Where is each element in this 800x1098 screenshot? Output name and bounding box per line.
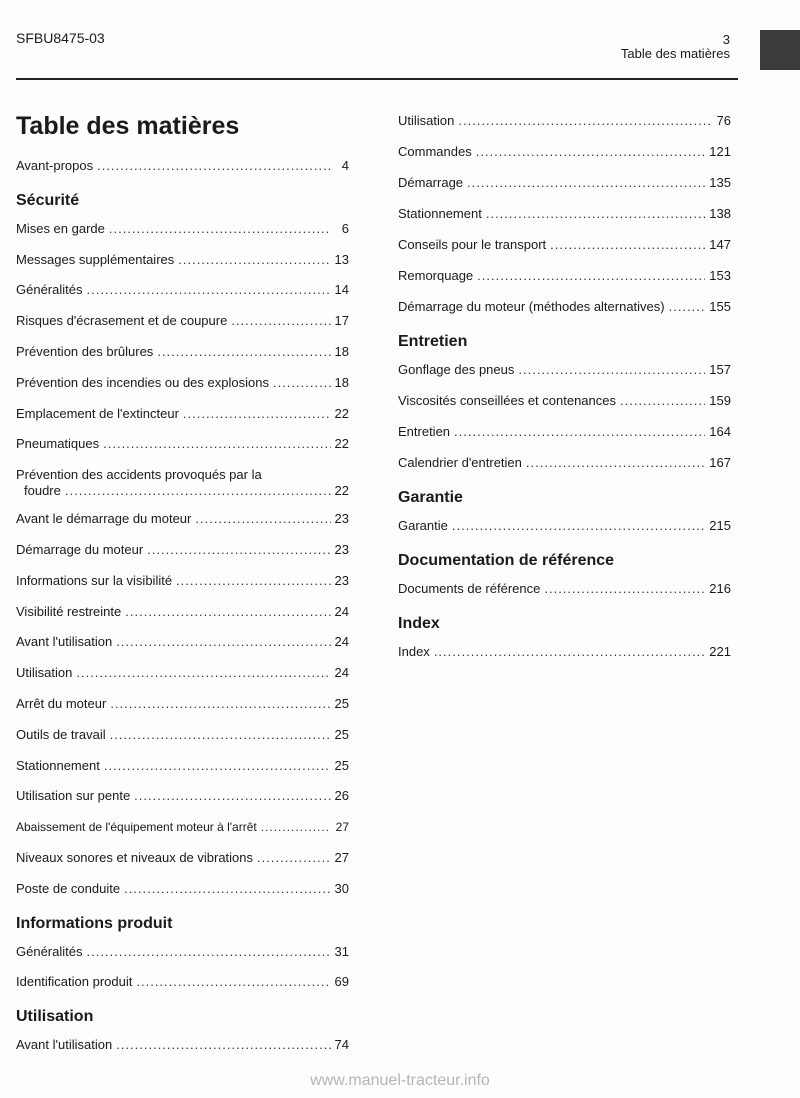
toc-page-number: 26	[334, 788, 349, 804]
dot-leader	[526, 455, 705, 471]
toc-page-number: 4	[341, 158, 349, 173]
toc-entry[interactable]	[16, 696, 349, 727]
dot-leader	[669, 299, 706, 315]
dot-leader	[136, 974, 330, 990]
toc-section-heading: Documentation de référence	[398, 552, 615, 569]
toc-entry-label: Démarrage	[398, 175, 464, 190]
dot-leader	[104, 758, 331, 774]
toc-entry[interactable]	[16, 819, 349, 850]
toc-entry-label: Index	[398, 644, 430, 659]
toc-page-number: 76	[716, 113, 731, 128]
toc-entry-label: Stationnement	[398, 206, 482, 221]
toc-section-heading: Sécurité	[16, 191, 80, 209]
toc-page-number: 25	[334, 726, 349, 742]
dot-leader	[178, 252, 330, 268]
dot-leader	[176, 573, 330, 589]
toc-entry-label: Avant le démarrage du moteur	[16, 511, 192, 527]
toc-entry-label: Utilisation	[398, 113, 455, 128]
toc-entry-label: Stationnement	[16, 757, 100, 773]
toc-entry-label: Avant l'utilisation	[16, 634, 113, 650]
dot-leader	[620, 393, 705, 409]
toc-entry[interactable]	[16, 375, 349, 406]
toc-page-number: 31	[334, 943, 349, 959]
toc-entry-label: Généralités	[16, 943, 83, 959]
toc-page-number: 135	[709, 175, 731, 190]
toc-entry[interactable]	[16, 665, 349, 696]
toc-entry[interactable]	[16, 944, 349, 975]
toc-entry[interactable]	[398, 268, 731, 299]
toc-entry-label: Abaissement de l'équipement moteur à l'arrêt	[16, 820, 257, 835]
dot-leader	[452, 518, 705, 534]
toc-entry[interactable]	[398, 206, 731, 237]
toc-section-heading: Garantie	[398, 489, 463, 506]
dot-leader	[550, 237, 705, 253]
toc-entry-label: Arrêt du moteur	[16, 695, 107, 711]
toc-entry[interactable]	[16, 406, 349, 437]
toc-page-number: 221	[709, 644, 731, 659]
toc-entry-label: Visibilité restreinte	[16, 603, 122, 619]
toc-entry-label: Prévention des incendies ou des explosions	[16, 374, 269, 390]
toc-entry[interactable]	[16, 221, 349, 252]
toc-entry[interactable]	[16, 542, 349, 573]
dot-leader	[86, 282, 330, 298]
toc-page-number: 24	[334, 603, 349, 619]
dot-leader	[76, 665, 330, 681]
toc-page-number: 30	[334, 880, 349, 896]
toc-page-number: 164	[709, 424, 731, 439]
toc-page-number: 159	[709, 393, 731, 408]
toc-entry[interactable]	[398, 644, 731, 675]
toc-page-number: 14	[334, 282, 349, 298]
toc-page-number: 24	[334, 665, 349, 681]
toc-entry-label: Risques d'écrasement et de coupure	[16, 313, 228, 329]
toc-entry-label: Démarrage du moteur (méthodes alternatives)	[398, 299, 665, 314]
toc-entry[interactable]	[398, 393, 731, 424]
toc-entry[interactable]	[398, 518, 731, 549]
dot-leader	[97, 158, 331, 174]
toc-page-number: 121	[709, 144, 731, 159]
toc-entry-label: Utilisation	[16, 665, 73, 681]
toc-entry-label: Pneumatiques	[16, 436, 100, 452]
toc-entry[interactable]	[16, 974, 349, 1005]
toc-page-number: 69	[334, 974, 349, 990]
dot-leader	[65, 483, 331, 499]
dot-leader	[195, 511, 330, 527]
toc-entry[interactable]	[16, 511, 349, 542]
toc-entry-label: Entretien	[398, 424, 451, 439]
toc-page-number: 24	[334, 634, 349, 650]
toc-entry[interactable]	[398, 113, 731, 144]
toc-entry-label: Gonflage des pneus	[398, 362, 515, 377]
toc-entry-label-continued	[16, 483, 349, 499]
toc-right-column	[398, 113, 731, 675]
toc-page-number: 23	[334, 541, 349, 557]
dot-leader	[147, 542, 330, 558]
watermark: www.manuel-tracteur.info	[310, 1072, 490, 1089]
dot-leader	[116, 634, 330, 650]
toc-entry[interactable]	[16, 467, 349, 511]
toc-entry[interactable]	[16, 1037, 349, 1068]
dot-leader	[454, 424, 705, 440]
toc-page-number: 23	[334, 511, 349, 527]
toc-entry[interactable]	[16, 881, 349, 912]
document-code: SFBU8475-03	[16, 30, 105, 46]
toc-page-number: 22	[334, 405, 349, 421]
toc-page-number: 138	[709, 206, 731, 221]
dot-leader	[109, 221, 331, 237]
toc-entry[interactable]	[16, 727, 349, 758]
toc-entry[interactable]	[398, 424, 731, 455]
toc-entry[interactable]	[398, 299, 731, 330]
toc-entry-label: Garantie	[398, 518, 448, 533]
toc-page-number: 216	[709, 581, 731, 596]
running-section-title: Table des matières	[620, 46, 730, 61]
toc-page-number: 147	[709, 237, 731, 252]
toc-page-number: 6	[341, 220, 349, 236]
dot-leader	[458, 113, 712, 129]
toc-section-heading: Utilisation	[16, 1008, 94, 1026]
toc-section-heading: Entretien	[398, 333, 468, 350]
dot-leader	[257, 850, 331, 866]
dot-leader	[124, 881, 330, 897]
toc-entry[interactable]	[16, 604, 349, 635]
toc-entry-label: Calendrier d'entretien	[398, 455, 522, 470]
dot-leader	[273, 375, 331, 391]
dot-leader	[518, 362, 705, 378]
toc-right-list	[398, 113, 731, 675]
thumb-tab-marker	[760, 30, 800, 70]
toc-entry[interactable]	[16, 344, 349, 375]
toc-page-number: 18	[334, 374, 349, 390]
toc-page-number: 74	[334, 1037, 349, 1053]
toc-left-column	[16, 108, 349, 1068]
dot-leader	[476, 144, 706, 160]
toc-entry[interactable]	[16, 850, 349, 881]
dot-leader	[486, 206, 705, 222]
dot-leader	[125, 604, 330, 620]
dot-leader	[434, 644, 705, 660]
toc-entry-label: Mises en garde	[16, 220, 105, 236]
dot-leader	[116, 1037, 330, 1053]
toc-page-number: 25	[334, 757, 349, 773]
dot-leader	[103, 436, 330, 452]
toc-entry[interactable]	[16, 313, 349, 344]
toc-entry-label: Poste de conduite	[16, 880, 121, 896]
toc-page-number: 13	[334, 251, 349, 267]
toc-entry-label: Prévention des brûlures	[16, 343, 154, 359]
toc-page-number: 27	[335, 820, 349, 835]
dot-leader	[86, 944, 330, 960]
toc-page-number: 215	[709, 518, 731, 533]
toc-entry[interactable]	[398, 144, 731, 175]
dot-leader	[157, 344, 330, 360]
toc-entry-label: Niveaux sonores et niveaux de vibrations	[16, 849, 254, 865]
toc-entry[interactable]	[398, 362, 731, 393]
dot-leader	[110, 696, 330, 712]
toc-entry-label: Généralités	[16, 282, 83, 298]
toc-entry-label: Commandes	[398, 144, 472, 159]
toc-page-number: 157	[709, 362, 731, 377]
toc-entry-label: Informations sur la visibilité	[16, 572, 173, 588]
toc-page-number: 22	[334, 483, 349, 499]
toc-entry-label: Utilisation sur pente	[16, 788, 131, 804]
toc-entry[interactable]	[398, 581, 731, 612]
toc-page-number: 17	[334, 313, 349, 329]
toc-entry[interactable]	[398, 455, 731, 486]
toc-page-number: 22	[334, 436, 349, 452]
toc-page-number: 23	[334, 572, 349, 588]
dot-leader	[183, 406, 331, 422]
toc-section-heading: Informations produit	[16, 914, 173, 932]
toc-entry-label: Avant-propos	[16, 158, 94, 173]
toc-entry-label: Emplacement de l'extincteur	[16, 405, 179, 421]
dot-leader	[261, 819, 331, 835]
toc-entry-label: Identification produit	[16, 974, 133, 990]
toc-entry-label: Outils de travail	[16, 726, 106, 742]
toc-page-number: 25	[334, 695, 349, 711]
toc-page-number: 18	[334, 343, 349, 359]
toc-page-number: 167	[709, 455, 731, 470]
toc-entry[interactable]	[16, 252, 349, 283]
dot-leader	[110, 727, 331, 743]
toc-page-number: 27	[334, 849, 349, 865]
dot-leader	[134, 788, 330, 804]
toc-entry[interactable]	[16, 573, 349, 604]
toc-entry-label: Prévention des accidents provoqués par la	[16, 467, 262, 483]
toc-entry-label: Remorquage	[398, 268, 474, 283]
dot-leader	[467, 175, 705, 191]
toc-entry-label: Viscosités conseillées et contenances	[398, 393, 616, 408]
toc-page-number: 153	[709, 268, 731, 283]
header-rule	[16, 78, 738, 80]
toc-entry[interactable]	[398, 237, 731, 268]
toc-entry-label: Avant l'utilisation	[16, 1037, 113, 1053]
dot-leader	[544, 581, 705, 597]
toc-entry[interactable]	[398, 175, 731, 206]
page-title: Table des matières	[16, 112, 240, 140]
toc-entry[interactable]	[16, 282, 349, 313]
toc-entry[interactable]	[16, 634, 349, 665]
toc-entry[interactable]	[16, 758, 349, 789]
toc-left-list	[16, 158, 349, 1068]
toc-page-number: 155	[709, 299, 731, 314]
toc-entry-label: Documents de référence	[398, 581, 541, 596]
toc-entry-label-end: foudre	[24, 483, 61, 499]
toc-entry[interactable]	[16, 788, 349, 819]
toc-entry[interactable]	[16, 158, 349, 189]
toc-entry-label: Messages supplémentaires	[16, 251, 175, 267]
toc-section-heading: Index	[398, 615, 440, 632]
toc-entry-label: Conseils pour le transport	[398, 237, 547, 252]
dot-leader	[477, 268, 705, 284]
page-number: 3	[722, 32, 730, 47]
toc-entry-label: Démarrage du moteur	[16, 541, 144, 557]
toc-entry[interactable]	[16, 436, 349, 467]
dot-leader	[231, 313, 330, 329]
